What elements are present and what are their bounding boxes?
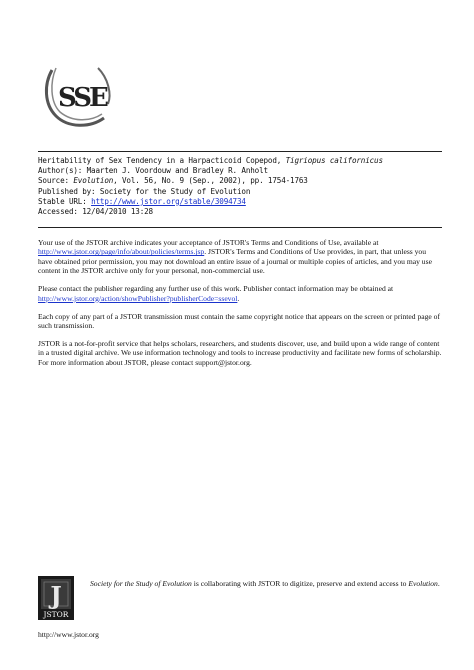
source-journal: Evolution <box>73 176 114 186</box>
stable-url-link[interactable]: http://www.jstor.org/stable/3094734 <box>91 196 246 206</box>
collab-text: is collaborating with JSTOR to digitize, preserve and extend access to <box>191 579 409 588</box>
terms-text-cont: . JSTOR's Terms and Conditions of Use provides, in part, that unless you have obtained prior permission, you may not download an entire issue of a journal or multiple copies of articles, and you may use content in the JSTOR archive only for your personal, non-commercial use. <box>38 247 432 276</box>
article-title <box>38 156 448 166</box>
article-publisher: Published by: Society for the Study of Evolution <box>38 186 251 196</box>
footer-journal: Evolution <box>408 579 438 588</box>
collaboration-notice <box>90 579 444 588</box>
terms-link[interactable]: http://www.jstor.org/page/info/about/policies/terms.jsp <box>38 247 205 257</box>
source-details: , Vol. 56, No. 9 (Sep., 2002), pp. 1754-1763 <box>113 176 308 186</box>
header-top-rule <box>38 151 442 152</box>
publisher-contact-text: Please contact the publisher regarding any further use of this work. Publisher contact information may be obtained at <box>38 284 394 294</box>
source-label: Source: <box>38 176 74 186</box>
title-text: Heritability of Sex Tendency in a Harpacticoid Copepod, <box>38 156 286 165</box>
publisher-contact-end: . <box>237 293 240 303</box>
accessed-date: Accessed: 12/04/2010 13:28 <box>38 207 153 217</box>
citation-header <box>38 156 448 217</box>
title-species: Tigriopus californicus <box>285 156 383 165</box>
society-name: Society for the Study of Evolution <box>90 579 192 588</box>
terms-paragraph <box>38 238 442 276</box>
logo-letters: SSE <box>58 83 106 113</box>
publisher-contact-paragraph <box>38 284 442 303</box>
copyright-paragraph: Each copy of any part of a JSTOR transmission must contain the same copyright notice that appears on the screen or printed page of such transmission. <box>38 311 441 331</box>
stable-url-line <box>38 197 448 207</box>
footer-period: . <box>437 579 440 588</box>
sse-society-logo <box>38 60 118 132</box>
terms-text: Your use of the JSTOR archive indicates your acceptance of JSTOR's Terms and Conditions of Use, available at <box>38 238 379 247</box>
jstor-about-paragraph: JSTOR is a not-for-profit service that helps scholars, researchers, and students discover, use, and build upon a wide range of content in a trusted digital archive. We use information technology and tools to increase productivity and facilitate new forms of scholarship. For more information about JSTOR, please contact support@jstor.org. <box>38 339 442 367</box>
publisher-link[interactable]: http://www.jstor.org/action/showPublisher?publisherCode=ssevol <box>38 293 238 303</box>
jstor-logo-letter: J <box>50 581 62 610</box>
header-bottom-rule <box>38 227 442 228</box>
jstor-logo-text: JSTOR <box>43 610 69 619</box>
article-source <box>38 176 448 186</box>
terms-notice <box>38 238 442 376</box>
jstor-logo <box>38 576 74 620</box>
article-authors: Author(s): Maarten J. Voordouw and Bradley R. Anholt <box>38 166 268 176</box>
stable-url-label: Stable URL: <box>38 196 92 206</box>
jstor-url[interactable]: http://www.jstor.org <box>38 630 99 639</box>
